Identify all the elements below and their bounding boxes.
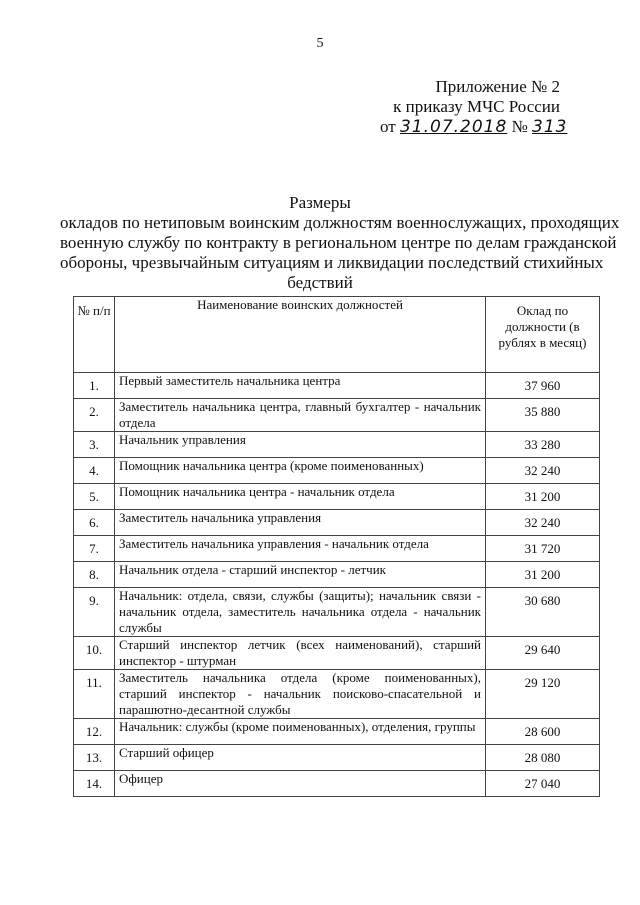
- handwritten-number: 313: [532, 117, 568, 137]
- row-num: 4.: [74, 458, 115, 484]
- row-salary: 33 280: [486, 432, 600, 458]
- table-row: [74, 373, 600, 399]
- row-num: 6.: [74, 510, 115, 536]
- row-salary: 30 680: [486, 588, 600, 637]
- row-name: Заместитель начальника отдела (кроме поименованных), старший инспектор - начальник поисково-спасательной и парашютно-десантной службы: [115, 670, 486, 719]
- row-name: Начальник: службы (кроме поименованных), отделения, группы: [115, 719, 486, 745]
- header-num: № п/п: [74, 297, 115, 373]
- salary-table: [73, 296, 600, 797]
- table-row: [74, 399, 600, 432]
- row-salary: 31 200: [486, 484, 600, 510]
- row-num: 1.: [74, 373, 115, 399]
- row-num: 7.: [74, 536, 115, 562]
- row-name: Начальник управления: [115, 432, 486, 458]
- table-row: [74, 670, 600, 719]
- appendix-title: Приложение № 2: [435, 77, 560, 96]
- table-row: [74, 588, 600, 637]
- title-line-2: окладов по нетиповым воинским должностям военнослужащих, проходящих: [60, 213, 620, 232]
- row-salary: 29 640: [486, 637, 600, 670]
- row-name: Заместитель начальника центра, главный бухгалтер - начальник отдела: [115, 399, 486, 432]
- title-line-3: военную службу по контракту в региональном центре по делам гражданской: [60, 233, 617, 252]
- title-line-1: Размеры: [289, 193, 351, 212]
- header-name: Наименование воинских должностей: [115, 297, 486, 373]
- title-line-5: бедствий: [287, 273, 353, 292]
- handwritten-date: 31.07.2018: [399, 117, 508, 137]
- row-num: 2.: [74, 399, 115, 432]
- page-number: 5: [316, 36, 324, 51]
- date-prefix: от: [380, 117, 396, 136]
- row-name: Начальник: отдела, связи, службы (защиты); начальник связи - начальник отдела, заместитель начальника отдела - начальник службы: [115, 588, 486, 637]
- table-row: [74, 771, 600, 797]
- table-row: [74, 484, 600, 510]
- row-name: Заместитель начальника управления: [115, 510, 486, 536]
- table-row: [74, 745, 600, 771]
- row-salary: 32 240: [486, 510, 600, 536]
- header-salary: Оклад по должности (в рублях в месяц): [486, 297, 600, 373]
- row-num: 12.: [74, 719, 115, 745]
- row-name: Начальник отдела - старший инспектор - летчик: [115, 562, 486, 588]
- row-salary: 28 080: [486, 745, 600, 771]
- table-row: [74, 510, 600, 536]
- row-num: 8.: [74, 562, 115, 588]
- row-name: Помощник начальника центра (кроме поименованных): [115, 458, 486, 484]
- row-name: Офицер: [115, 771, 486, 797]
- row-salary: 32 240: [486, 458, 600, 484]
- row-salary: 31 720: [486, 536, 600, 562]
- document-title: [60, 193, 620, 293]
- table-header-row: [74, 297, 600, 373]
- title-line-4: обороны, чрезвычайным ситуациям и ликвидации последствий стихийных: [60, 253, 604, 272]
- appendix-date-line: [380, 117, 568, 137]
- row-name: Старший офицер: [115, 745, 486, 771]
- table-row: [74, 458, 600, 484]
- row-num: 14.: [74, 771, 115, 797]
- row-name: Помощник начальника центра - начальник отдела: [115, 484, 486, 510]
- number-label: №: [511, 117, 528, 136]
- table-row: [74, 432, 600, 458]
- row-num: 3.: [74, 432, 115, 458]
- table-row: [74, 719, 600, 745]
- row-name: Первый заместитель начальника центра: [115, 373, 486, 399]
- table-row: [74, 562, 600, 588]
- appendix-header: [380, 77, 568, 137]
- row-num: 13.: [74, 745, 115, 771]
- row-salary: 31 200: [486, 562, 600, 588]
- row-salary: 28 600: [486, 719, 600, 745]
- row-num: 11.: [74, 670, 115, 719]
- row-salary: 35 880: [486, 399, 600, 432]
- row-num: 10.: [74, 637, 115, 670]
- row-salary: 37 960: [486, 373, 600, 399]
- table-row: [74, 536, 600, 562]
- table-row: [74, 637, 600, 670]
- row-name: Старший инспектор летчик (всех наименований), старший инспектор - штурман: [115, 637, 486, 670]
- row-num: 9.: [74, 588, 115, 637]
- row-num: 5.: [74, 484, 115, 510]
- appendix-order-ref: к приказу МЧС России: [393, 97, 560, 116]
- row-salary: 27 040: [486, 771, 600, 797]
- row-salary: 29 120: [486, 670, 600, 719]
- row-name: Заместитель начальника управления - начальник отдела: [115, 536, 486, 562]
